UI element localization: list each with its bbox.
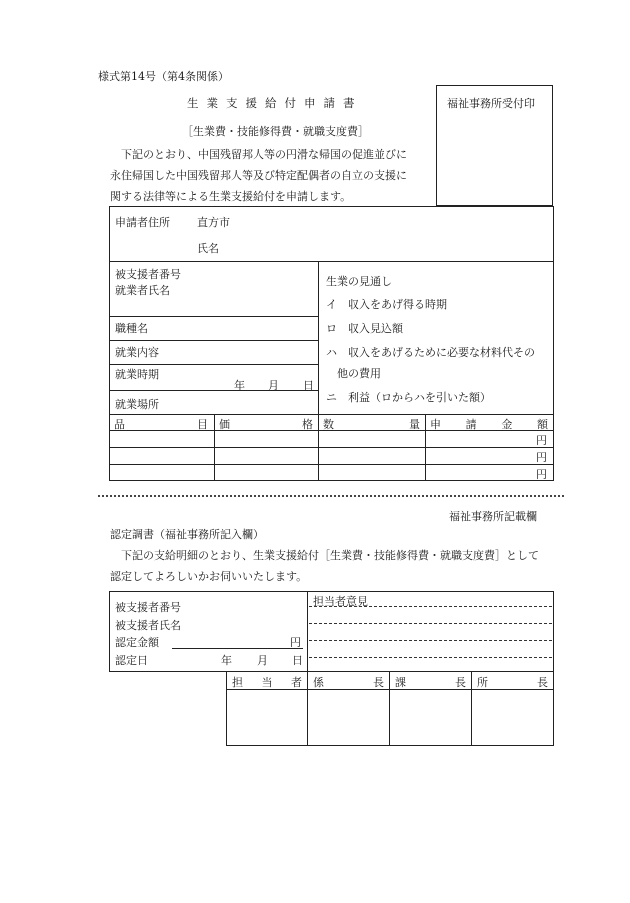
supported-number-label: 被支援者番号 <box>115 601 181 614</box>
outlook-item: イ 収入をあげ得る時期 <box>326 298 447 311</box>
certified-date-day: 日 <box>292 654 303 667</box>
approval-director-header <box>477 674 548 690</box>
header-char: 者 <box>291 676 302 689</box>
outlook-item: ロ 収入見込額 <box>326 322 403 335</box>
supported-name-label: 被支援者氏名 <box>115 619 181 632</box>
job-content-label: 就業内容 <box>115 346 159 359</box>
occupation-label: 職種名 <box>115 322 148 335</box>
approval-section-chief-header <box>313 674 384 690</box>
amount-underline <box>172 648 303 649</box>
workplace-label: 就業場所 <box>115 398 159 411</box>
header-char: 申 <box>430 418 441 431</box>
work-period-month: 月 <box>268 379 279 392</box>
work-period-year: 年 <box>234 379 245 392</box>
outlook-heading: 生業の見通し <box>326 275 392 288</box>
support-number-label: 被支援者番号 <box>115 268 181 281</box>
amount-yen: 円 <box>290 636 301 649</box>
certification-intro-line: 下記の支給明細のとおり、生業支援給付［生業費・技能修得費・就職支度費］として <box>121 549 539 562</box>
header-char: 長 <box>373 676 384 689</box>
outlook-item: ハ 収入をあげるために必要な材料代その <box>326 346 535 359</box>
item-name-header <box>114 416 208 432</box>
header-char: 数 <box>323 418 334 431</box>
certification-intro-line: 認定してよろしいかお伺いいたします。 <box>110 570 308 583</box>
table-row-line <box>109 464 554 465</box>
header-char: 課 <box>395 676 406 689</box>
table-row-line <box>109 447 554 448</box>
work-period-day: 日 <box>303 379 314 392</box>
form-title: 生業支援給付申請書 <box>187 96 363 110</box>
certification-divider <box>307 591 308 672</box>
divider <box>109 390 318 391</box>
cut-line <box>98 495 564 497</box>
approval-col-divider <box>389 672 390 746</box>
opinion-line <box>309 606 552 607</box>
divider <box>109 364 318 365</box>
reception-stamp-label: 福祉事務所受付印 <box>447 97 535 110</box>
work-period-label: 就業時期 <box>115 368 159 381</box>
opinion-line <box>309 657 552 658</box>
applicant-address-label: 申請者住所 <box>115 216 170 229</box>
intro-line: 永住帰国した中国残留邦人等及び特定配偶者の自立の支援に <box>110 169 407 182</box>
yen-unit: 円 <box>536 434 547 447</box>
header-char: 所 <box>477 676 488 689</box>
intro-line: 関する法律等による生業支援給付を申請します。 <box>110 190 352 203</box>
approval-staff-header <box>232 674 302 690</box>
header-char: 価 <box>219 418 230 431</box>
header-char: 長 <box>537 676 548 689</box>
opinion-line <box>309 640 552 641</box>
header-char: 当 <box>261 676 273 689</box>
yen-unit: 円 <box>536 468 547 481</box>
quantity-header <box>323 416 420 432</box>
applicant-name-label: 氏名 <box>197 242 219 255</box>
certified-date-month: 月 <box>257 654 268 667</box>
header-char: 長 <box>455 676 466 689</box>
header-char: 金 <box>501 418 513 431</box>
office-section-label: 福祉事務所記載欄 <box>449 510 537 523</box>
divider <box>109 316 318 317</box>
certification-heading: 認定調書（福祉事務所記入欄） <box>110 528 264 541</box>
applicant-address-value[interactable]: 直方市 <box>197 216 230 229</box>
worker-name-label: 就業者氏名 <box>115 284 170 297</box>
header-char: 格 <box>302 418 313 431</box>
intro-line: 下記のとおり、中国残留邦人等の円滑な帰国の促進並びに <box>121 148 407 161</box>
divider <box>109 340 318 341</box>
certified-amount-label: 認定金額 <box>115 636 159 649</box>
column-divider <box>318 261 319 414</box>
form-subtitle: ［生業費・技能修得費・就職支度費］ <box>182 125 369 138</box>
approval-col-divider <box>307 672 308 746</box>
divider <box>109 261 554 262</box>
amount-header <box>430 416 548 432</box>
staff-opinion-label: 担当者意見 <box>313 595 368 608</box>
approval-col-divider <box>471 672 472 746</box>
outlook-item: 他の費用 <box>326 367 381 380</box>
form-number: 様式第14号（第4条関係） <box>98 70 229 83</box>
header-char: 目 <box>197 418 208 431</box>
header-char: 請 <box>465 418 477 431</box>
price-header <box>219 416 313 432</box>
opinion-line <box>309 623 552 624</box>
header-char: 額 <box>536 418 548 431</box>
header-char: 品 <box>114 418 125 431</box>
header-char: 量 <box>409 418 420 431</box>
approval-division-chief-header <box>395 674 466 690</box>
certified-date-year: 年 <box>221 654 232 667</box>
header-char: 係 <box>313 676 324 689</box>
yen-unit: 円 <box>536 451 547 464</box>
divider <box>109 414 554 415</box>
header-char: 担 <box>232 676 243 689</box>
outlook-item: ニ 利益（ロからハを引いた額） <box>326 391 491 404</box>
certified-date-label: 認定日 <box>115 654 148 667</box>
